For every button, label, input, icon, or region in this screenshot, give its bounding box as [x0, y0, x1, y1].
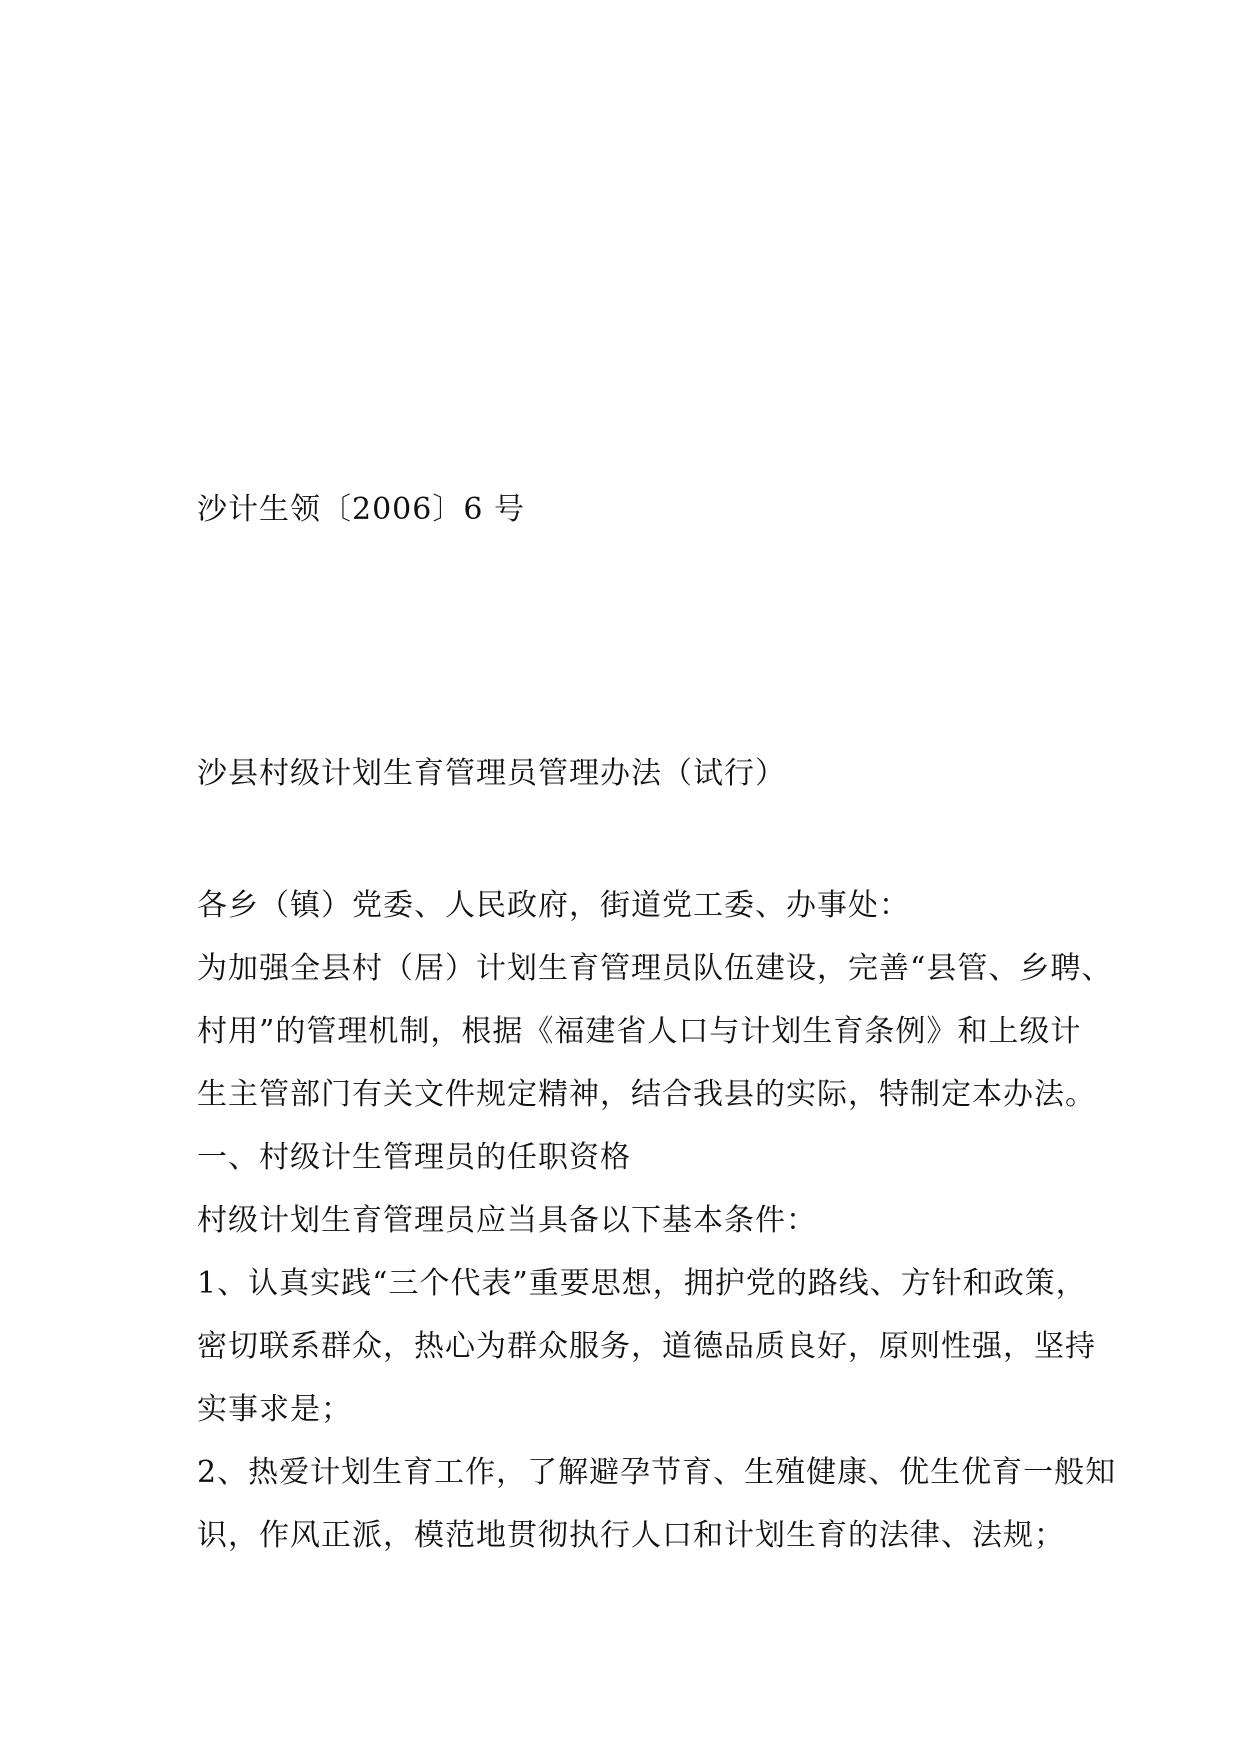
body-line-3: 生主管部门有关文件规定精神，结合我县的实际，特制定本办法。: [197, 1077, 1096, 1112]
document-number: 沙计生领〔2006〕6 号: [197, 492, 525, 527]
body-line-1: 为加强全县村（居）计划生育管理员队伍建设，完善“县管、乡聘、: [197, 951, 1113, 986]
body-line-2: 村用”的管理机制，根据《福建省人口与计划生育条例》和上级计: [197, 1014, 1082, 1049]
body-line-4: 村级计划生育管理员应当具备以下基本条件：: [197, 1203, 817, 1238]
list-item-2-line-1: 2、热爱计划生育工作，了解避孕节育、生殖健康、优生优育一般知: [197, 1455, 1117, 1490]
list-item-1-line-2: 密切联系群众，热心为群众服务，道德品质良好，原则性强，坚持: [197, 1329, 1096, 1364]
list-item-2-line-2: 识，作风正派，模范地贯彻执行人口和计划生育的法律、法规；: [197, 1518, 1065, 1553]
list-item-1-line-3: 实事求是；: [197, 1392, 352, 1427]
document-title: 沙县村级计划生育管理员管理办法（试行）: [197, 756, 786, 791]
salutation: 各乡（镇）党委、人民政府，街道党工委、办事处：: [197, 888, 910, 923]
list-item-1-line-1: 1、认真实践“三个代表”重要思想，拥护党的路线、方针和政策，: [197, 1266, 1087, 1301]
section-heading-1: 一、村级计生管理员的任职资格: [197, 1140, 631, 1175]
